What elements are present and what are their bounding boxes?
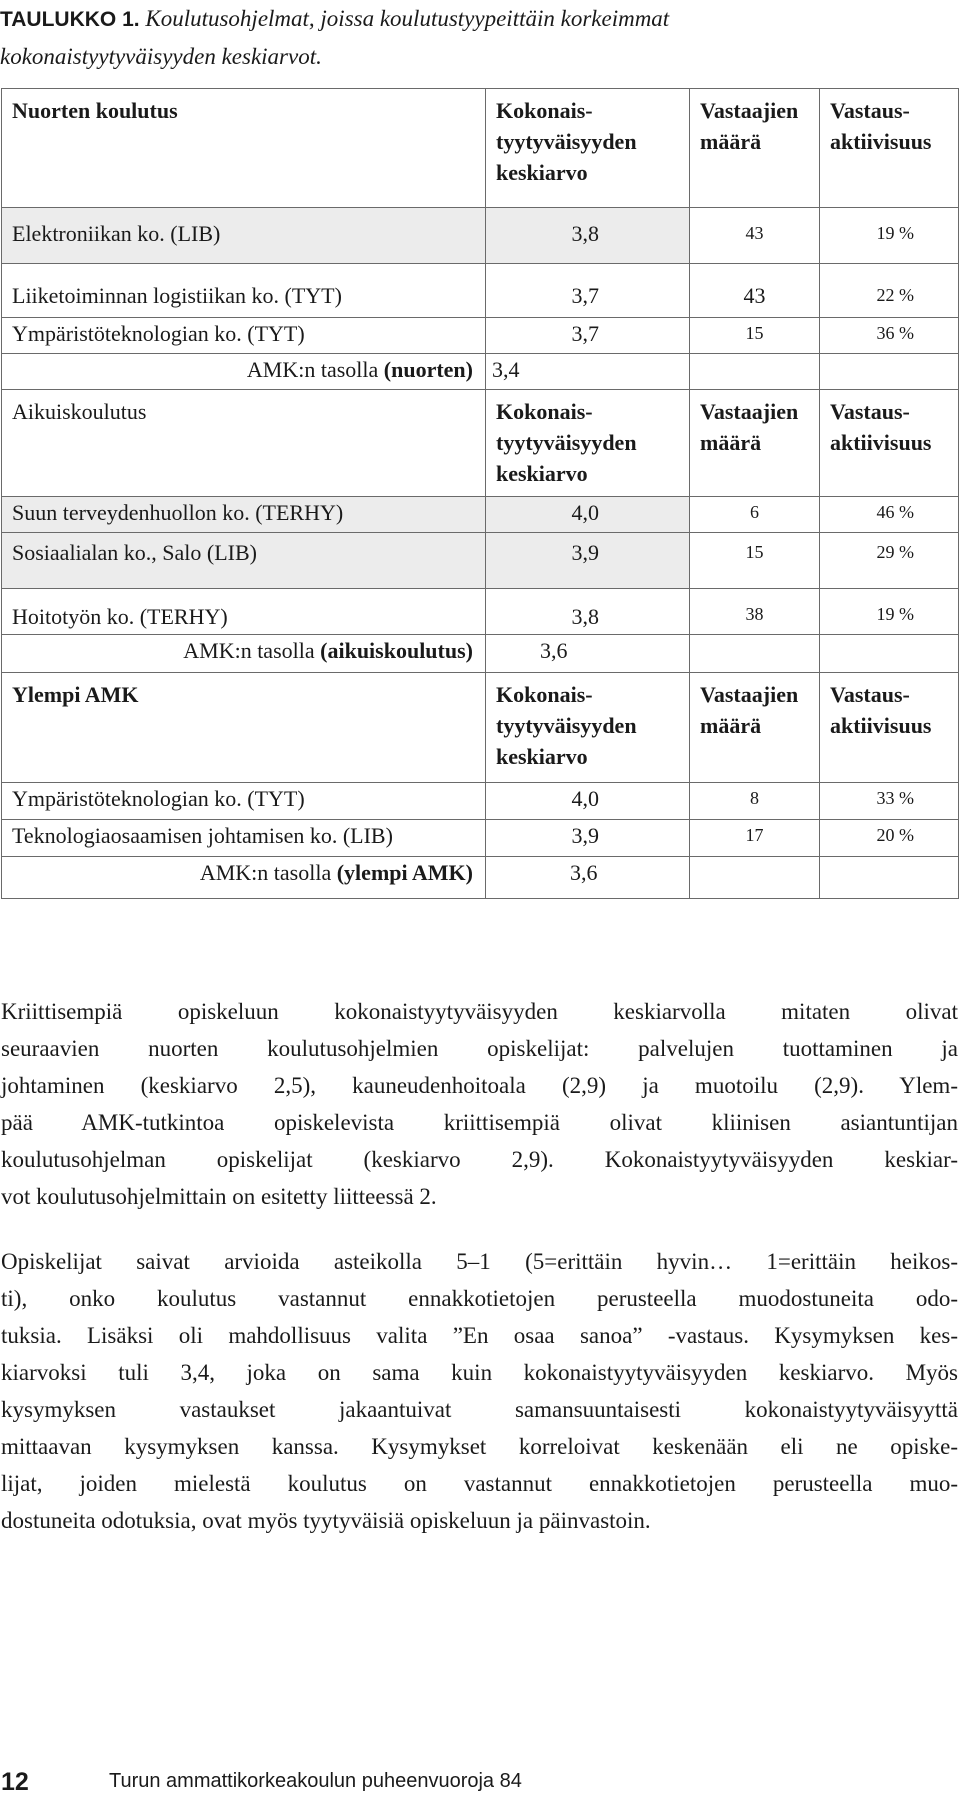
rate-value: 20 % <box>820 820 959 857</box>
count-value: 8 <box>690 783 820 820</box>
summary-value: 3,6 <box>486 857 690 899</box>
rate-value: 19 % <box>820 589 959 635</box>
rate-value: 46 % <box>820 497 959 533</box>
rate-value: 33 % <box>820 783 959 820</box>
header-count: Vastaajien määrä <box>690 390 820 497</box>
score-value: 3,9 <box>486 533 690 589</box>
count-value: 15 <box>690 533 820 589</box>
section-title: Aikuiskoulutus <box>2 390 486 497</box>
table-caption-text-line1: Koulutusohjelmat, joissa koulutustyypeittäin korkeimmat <box>145 6 670 31</box>
page-number: 12 <box>1 1768 29 1796</box>
count-value: 38 <box>690 589 820 635</box>
table-row <box>2 497 959 533</box>
section-header-row <box>2 673 959 783</box>
header-count: Vastaajien määrä <box>690 673 820 783</box>
header-score: Kokonais- tyytyväisyyden keskiarvo <box>486 89 690 208</box>
program-name: Teknologiaosaamisen johtamisen ko. (LIB) <box>2 820 486 857</box>
body-paragraph-1: Kriittisempiä opiskeluun kokonaistyytyväisyyden keskiarvolla mitaten olivat seuraavien nuorten koulutusohjelmien opiskelijat: palvelujen tuottaminen ja johtaminen (keskiarvo 2,5), kauneudenhoitoala (2,9) ja muotoilu (2,9). Ylem- pää AMK-tutkintoa opiskelevista kriittisempiä olivat kliinisen asiantuntijan koulutusohjelman opiskelijat (keskiarvo 2,9). Kokonaistyytyväisyyden keskiar- vot koulutusohjelmittain on esitetty liitteessä 2. <box>1 999 958 1209</box>
table-row <box>2 820 959 857</box>
summary-label: AMK:n tasolla (aikuiskoulutus) <box>2 635 486 673</box>
publication-title: Turun ammattikorkeakoulun puheenvuoroja 84 <box>109 1770 522 1792</box>
rate-value: 22 % <box>820 264 959 318</box>
table-row <box>2 208 959 264</box>
program-name: Ympäristöteknologian ko. (TYT) <box>2 318 486 354</box>
table-row <box>2 318 959 354</box>
count-value: 17 <box>690 820 820 857</box>
section-title: Nuorten koulutus <box>2 89 486 208</box>
score-value: 3,8 <box>486 208 690 264</box>
table-row <box>2 589 959 635</box>
satisfaction-table <box>1 88 959 899</box>
count-value: 43 <box>690 264 820 318</box>
program-name: Hoitotyön ko. (TERHY) <box>2 589 486 635</box>
program-name: Ympäristöteknologian ko. (TYT) <box>2 783 486 820</box>
header-score: Kokonais- tyytyväisyyden keskiarvo <box>486 673 690 783</box>
summary-row <box>2 635 959 673</box>
score-value: 3,7 <box>486 264 690 318</box>
rate-value: 36 % <box>820 318 959 354</box>
summary-row <box>2 857 959 899</box>
score-value: 3,7 <box>486 318 690 354</box>
body-paragraph-2: Opiskelijat saivat arvioida asteikolla 5–1 (5=erittäin hyvin… 1=erittäin heikos- ti), onko koulutus vastannut ennakkotietojen perusteella muodostuneita odo- tuksia. Lisäksi oli mahdollisuus valita ”En osaa sanoa” -vastaus. Kysymyksen kes- kiarvoksi tuli 3,4, joka on sama kuin kokonaistyytyväisyyden keskiarvo. Myös kysymyksen vastaukset jakaantuivat samansuuntaisesti kokonaistyytyväisyyttä mittaavan kysymyksen kanssa. Kysymykset korreloivat keskenään eli ne opiske- lijat, joiden mielestä koulutus on vastannut ennakkotietojen perusteella muo- dostuneita odotuksia, ovat myös tyytyväisiä opiskeluun ja päinvastoin. <box>1 1249 958 1533</box>
score-value: 4,0 <box>486 783 690 820</box>
program-name: Liiketoiminnan logistiikan ko. (TYT) <box>2 264 486 318</box>
section-header-row <box>2 89 959 208</box>
header-score: Kokonais- tyytyväisyyden keskiarvo <box>486 390 690 497</box>
table-caption <box>0 0 955 75</box>
section-header-row <box>2 390 959 497</box>
table-caption-text-line2: kokonaistyytyväisyyden keskiarvot. <box>0 44 322 69</box>
program-name: Sosiaalialan ko., Salo (LIB) <box>2 533 486 589</box>
score-value: 4,0 <box>486 497 690 533</box>
summary-row <box>2 354 959 390</box>
header-count: Vastaajien määrä <box>690 89 820 208</box>
section-title: Ylempi AMK <box>2 673 486 783</box>
count-value: 43 <box>690 208 820 264</box>
table-row <box>2 533 959 589</box>
program-name: Elektroniikan ko. (LIB) <box>2 208 486 264</box>
count-value: 6 <box>690 497 820 533</box>
summary-label: AMK:n tasolla (nuorten) <box>2 354 486 390</box>
program-name: Suun terveydenhuollon ko. (TERHY) <box>2 497 486 533</box>
header-rate: Vastaus- aktiivisuus <box>820 390 959 497</box>
rate-value: 29 % <box>820 533 959 589</box>
table-caption-label: TAULUKKO 1. <box>0 8 140 31</box>
table-row <box>2 783 959 820</box>
count-value: 15 <box>690 318 820 354</box>
score-value: 3,8 <box>486 589 690 635</box>
summary-value: 3,6 <box>486 635 690 673</box>
summary-label: AMK:n tasolla (ylempi AMK) <box>2 857 486 899</box>
score-value: 3,9 <box>486 820 690 857</box>
header-rate: Vastaus- aktiivisuus <box>820 673 959 783</box>
rate-value: 19 % <box>820 208 959 264</box>
table-row <box>2 264 959 318</box>
header-rate: Vastaus- aktiivisuus <box>820 89 959 208</box>
summary-value: 3,4 <box>486 354 690 390</box>
